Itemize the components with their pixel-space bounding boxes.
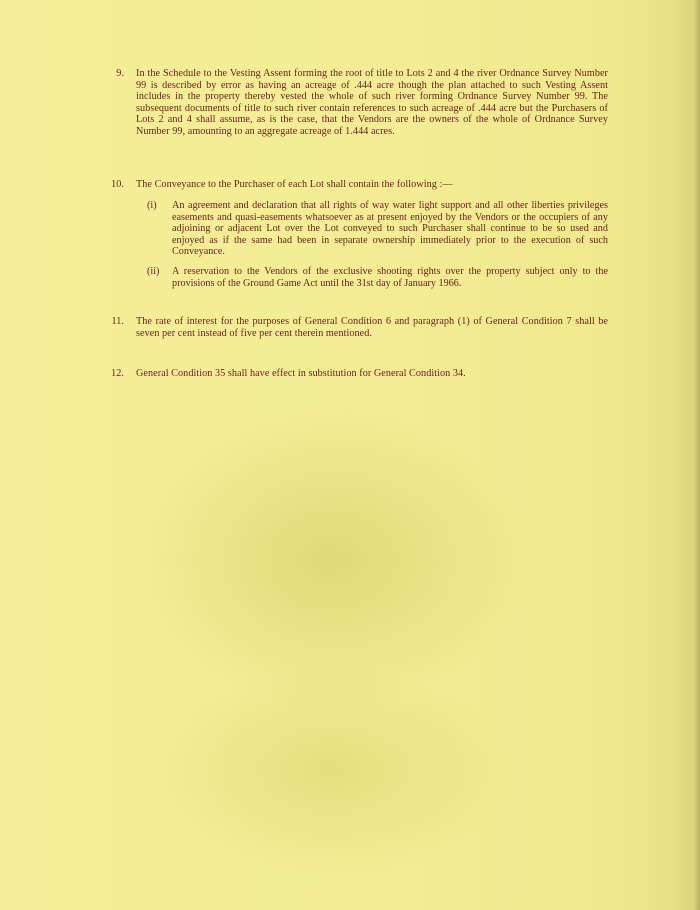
subclause-text: A reservation to the Vendors of the exclusive shooting rights over the property subject only to the provisions of the Ground Game Act until the 31st day of January 1966. [172,266,608,289]
clause-number: 10. [111,179,124,190]
clause-number: 11. [111,316,124,327]
clause-number: 9. [116,68,124,79]
clause-text: The rate of interest for the purposes of General Condition 6 and paragraph (1) of General Condition 7 shall be seven per cent instead of five per cent therein mentioned. [136,316,608,339]
clause-text: In the Schedule to the Vesting Assent forming the root of title to Lots 2 and 4 the river Ordnance Survey Number 99 is described by error as having an acreage of .444 acre though the plan attached to such Vesting Assent includes in the property thereby vested the whole of such river forming Ordnance Survey Number 99. The subsequent documents of title to such river contain references to such acreage of .444 acre but the Purchasers of Lots 2 and 4 shall assume, as is the case, that the Vendors are the owners of the whole of Ordnance Survey Number 99, amounting to an aggregate acreage of 1.444 acres. [136,68,608,137]
clause-text: The Conveyance to the Purchaser of each Lot shall contain the following :— [136,179,453,190]
subclause-label: (i) [147,200,157,211]
subclause-label: (ii) [147,266,160,277]
subclause-text: An agreement and declaration that all rights of way water light support and all other liberties privileges easements and quasi-easements whatsoever as at present enjoyed by the Vendors or the occupiers of any adjoining or adjacent Lot over the Lot conveyed to such Purchaser shall continue to be so used and enjoyed as if the same had been in separate ownership immediately prior to the execution of such Conveyance. [172,200,608,258]
clause-text: General Condition 35 shall have effect in substitution for General Condition 34. [136,368,466,379]
page-edge-shadow [694,0,700,910]
clause-number: 12. [111,368,124,379]
